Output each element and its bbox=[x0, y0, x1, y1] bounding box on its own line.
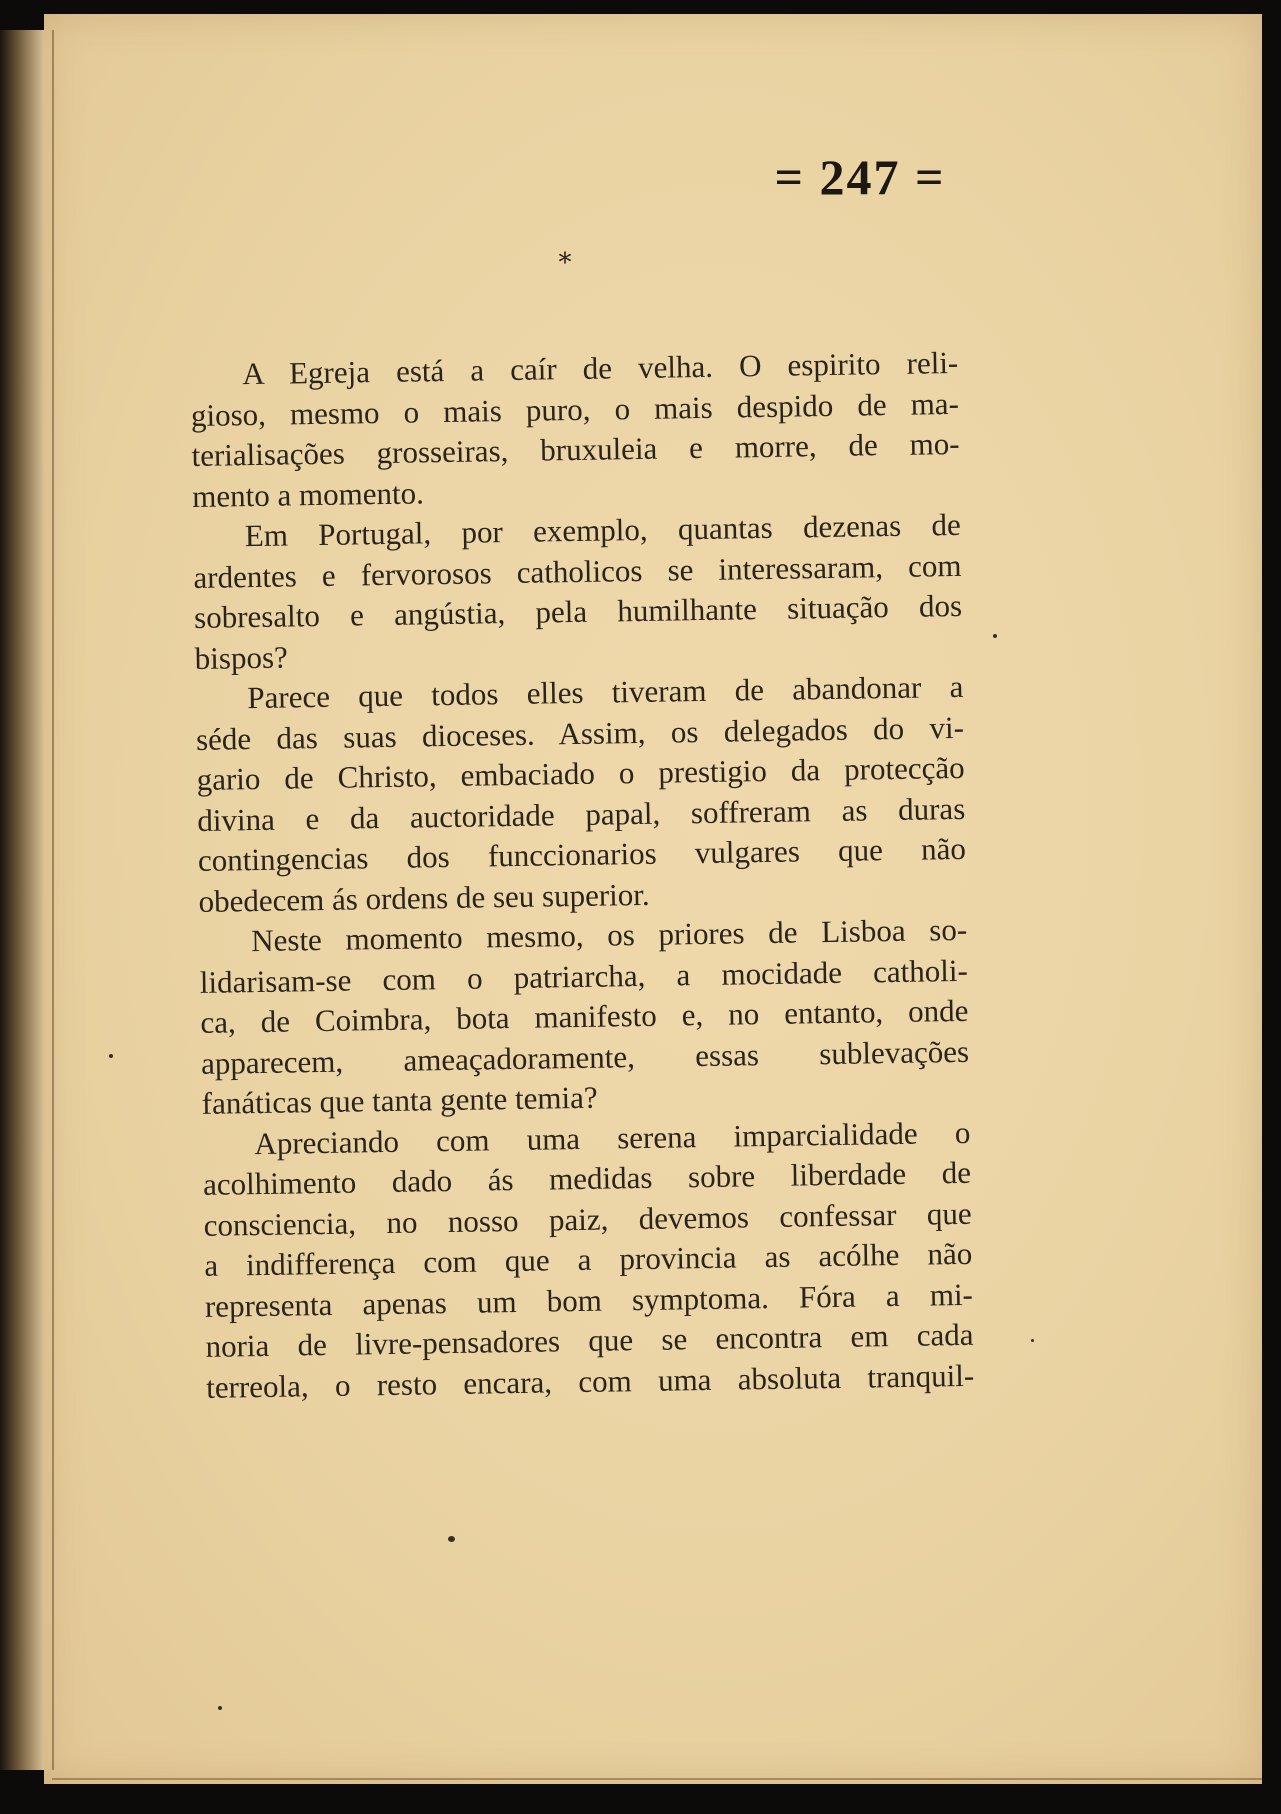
text-line: lidarisam-se com o patriarcha, a mocidade catholi- bbox=[199, 952, 969, 1000]
paper-speck bbox=[218, 1706, 222, 1710]
paragraph bbox=[202, 1112, 974, 1408]
text-line: obedecem ás ordens de seu superior. bbox=[198, 876, 650, 919]
text-line: noria de livre-pensadores que se encontra em cada bbox=[205, 1316, 974, 1364]
paragraph bbox=[195, 667, 967, 922]
text-line: a indifferença com que a provincia as acólhe não bbox=[204, 1235, 973, 1283]
text-line: divina e da auctoridade papal, soffreram as duras bbox=[197, 790, 966, 838]
text-line: gario de Christo, embaciado o prestigio da protecção bbox=[196, 749, 965, 797]
text-line: Parece que todos elles tiveram de abandonar a bbox=[247, 668, 964, 716]
paper-speck bbox=[993, 634, 997, 638]
section-separator: * bbox=[558, 248, 572, 278]
text-line: mento a momento. bbox=[191, 474, 425, 514]
paper-speck bbox=[448, 1536, 455, 1542]
text-line: representa apenas um bom symptoma. Fóra a mi- bbox=[204, 1276, 974, 1324]
page-gutter-line bbox=[52, 30, 54, 1770]
text-line: apparecem, ameaçadoramente, essas sublevações bbox=[200, 1033, 970, 1081]
text-line: consciencia, no nosso paiz, devemos confessar que bbox=[203, 1195, 972, 1243]
paragraph bbox=[199, 910, 970, 1125]
book-spine-edge bbox=[0, 30, 44, 1770]
text-line: contingencias dos funccionarios vulgares que não bbox=[197, 830, 967, 878]
paragraph bbox=[193, 505, 963, 679]
text-line: terreola, o resto encara, com uma absoluta tranquil- bbox=[205, 1357, 975, 1405]
text-line: terialisações grosseiras, bruxuleia e morre, de mo- bbox=[191, 425, 960, 473]
text-line: gioso, mesmo o mais puro, o mais despido de ma- bbox=[190, 385, 960, 433]
paragraph bbox=[190, 343, 960, 517]
text-line: Neste momento mesmo, os priores de Lisboa so- bbox=[250, 911, 968, 959]
text-line: A Egreja está a caír de velha. O espirito reli- bbox=[242, 344, 959, 392]
page-bottom-edge bbox=[52, 1778, 1262, 1780]
paper-speck bbox=[109, 1054, 113, 1058]
text-line: bispos? bbox=[194, 639, 289, 676]
text-line: fanáticas que tanta gente temia? bbox=[201, 1079, 598, 1121]
page-number: = 247 = bbox=[774, 149, 946, 205]
text-line: ardentes e fervorosos catholicos se interessaram, com bbox=[193, 547, 962, 595]
body-text bbox=[190, 343, 974, 1408]
text-line: sobresalto e angústia, pela humilhante situação dos bbox=[193, 587, 963, 635]
paper-speck bbox=[1031, 1339, 1034, 1342]
text-line: ca, de Coimbra, bota manifesto e, no entanto, onde bbox=[200, 992, 969, 1040]
text-line: séde das suas dioceses. Assim, os delegados do vi- bbox=[195, 709, 965, 757]
text-line: Apreciando com uma serena imparcialidade o bbox=[254, 1114, 971, 1161]
text-line: acolhimento dado ás medidas sobre liberdade de bbox=[202, 1154, 972, 1202]
text-line: Em Portugal, por exemplo, quantas dezenas de bbox=[244, 506, 962, 554]
